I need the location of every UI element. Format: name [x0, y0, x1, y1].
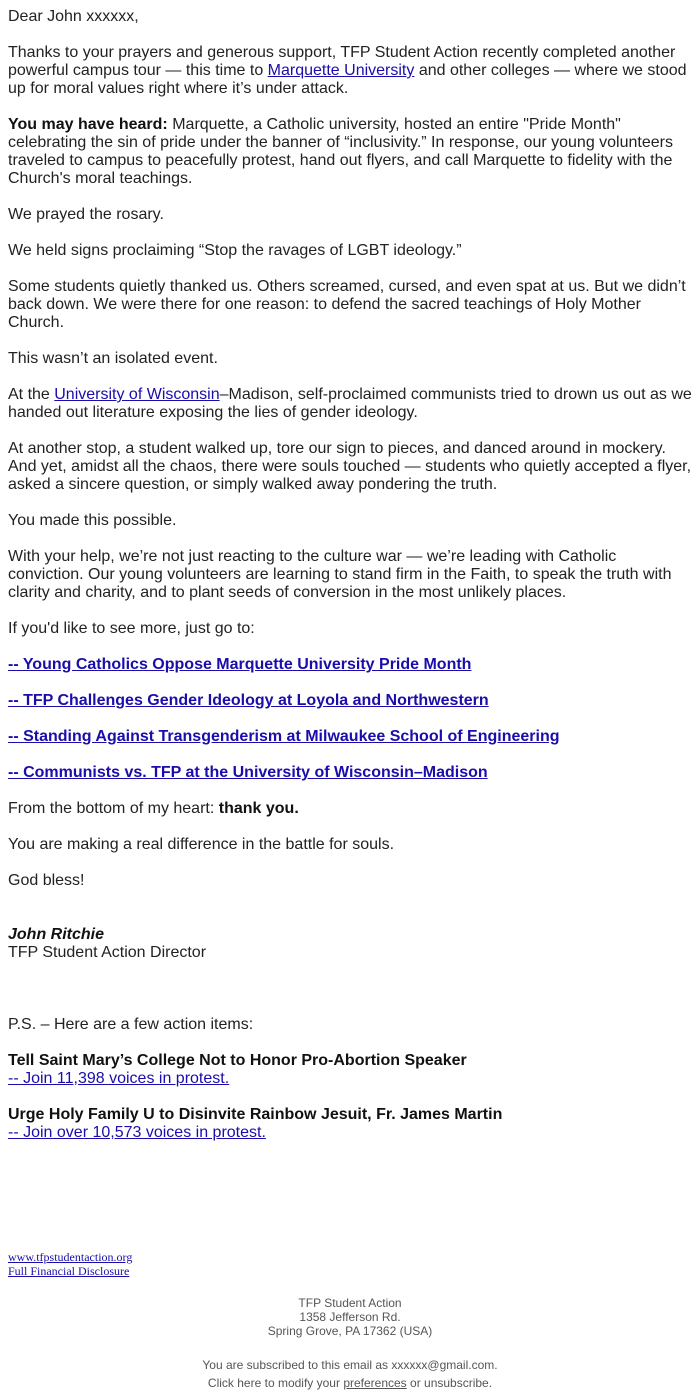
marquette-link[interactable]: Marquette University [267, 62, 415, 79]
website-link[interactable]: www.tfpstudentaction.org [8, 1250, 133, 1264]
footer-city: Spring Grove, PA 17362 (USA) [267, 1324, 433, 1338]
signature-name [8, 926, 696, 944]
isolated-paragraph: This wasn’t an isolated event. [8, 350, 218, 367]
action-item-link-row [8, 1124, 696, 1142]
subscribed-text: You are subscribed to this email as xxxxxx@gmail.com. [202, 1358, 498, 1372]
action-title-text: Tell Saint Mary’s College Not to Honor Pro-Abortion Speaker [8, 1052, 467, 1069]
god-bless-paragraph: God bless! [8, 872, 85, 889]
footer-address [0, 1296, 700, 1338]
modify-text-start: Click here to modify your [207, 1376, 344, 1390]
link-item [8, 692, 696, 710]
intro-paragraph [8, 44, 696, 98]
footer-street: 1358 Jefferson Rd. [299, 1310, 401, 1324]
help-paragraph: With your help, we’re not just reacting to the culture war — we’re leading with Catholic conviction. Our young volunteers are learning to stand firm in the Faith, to speak the truth with clarity and charity, and to plant seeds of conversion in the most unlikely places. [8, 548, 672, 601]
action-item-title [8, 1106, 696, 1124]
footer-subscription [0, 1358, 700, 1390]
modify-text [0, 1376, 700, 1390]
possible-paragraph: You made this possible. [8, 512, 177, 529]
link-item [8, 764, 696, 782]
footer-org: TFP Student Action [298, 1296, 402, 1310]
intro-text-start: Thanks to your prayers and generous support, TFP Student Action recently completed another powerful campus tour — this time to [8, 44, 676, 79]
marquette-pride-month-link[interactable]: -- Young Catholics Oppose Marquette University Pride Month [8, 656, 472, 673]
wisconsin-paragraph [8, 386, 696, 422]
signs-paragraph: We held signs proclaiming “Stop the ravages of LGBT ideology.” [8, 242, 462, 259]
milwaukee-engineering-link[interactable]: -- Standing Against Transgenderism at Milwaukee School of Engineering [8, 728, 560, 745]
heard-paragraph [8, 116, 696, 188]
ps-paragraph: P.S. – Here are a few action items: [8, 1016, 254, 1033]
loyola-northwestern-link[interactable]: -- TFP Challenges Gender Ideology at Loyola and Northwestern [8, 692, 489, 709]
rosary-paragraph: We prayed the rosary. [8, 206, 164, 223]
another-stop-paragraph: At another stop, a student walked up, tore our sign to pieces, and danced around in mockery. And yet, amidst all the chaos, there were souls touched — students who quietly accepted a flyer, asked a sincere question, or simply walked away pondering the truth. [8, 440, 692, 493]
wisconsin-madison-link[interactable]: -- Communists vs. TFP at the University of Wisconsin–Madison [8, 764, 488, 781]
link-item [8, 728, 696, 746]
action-item-link-row [8, 1070, 696, 1088]
preferences-link[interactable]: preferences [343, 1376, 407, 1390]
join-protest-link[interactable]: -- Join 11,398 voices in protest. [8, 1070, 230, 1087]
thanks-text: From the bottom of my heart: [8, 800, 219, 817]
join-protest-link[interactable]: -- Join over 10,573 voices in protest. [8, 1124, 266, 1141]
link-item [8, 656, 696, 674]
see-more-paragraph: If you'd like to see more, just go to: [8, 620, 255, 637]
financial-disclosure-link[interactable]: Full Financial Disclosure [8, 1264, 130, 1278]
modify-text-end: or unsubscribe. [406, 1376, 493, 1390]
thanks-bold: thank you. [218, 800, 299, 817]
wisconsin-text-start: At the [8, 386, 55, 403]
action-item-title [8, 1052, 696, 1070]
heard-text: Marquette, a Catholic university, hosted an entire "Pride Month" celebrating the sin of pride under the banner of “inclusivity.” In response, our young volunteers traveled to campus to peacefully protest, hand out flyers, and call Marquette to fidelity with the Church's moral teachings. [8, 116, 673, 187]
action-title-text: Urge Holy Family U to Disinvite Rainbow Jesuit, Fr. James Martin [8, 1106, 503, 1123]
signature-name-text: John Ritchie [8, 926, 105, 943]
heard-label: You may have heard: [8, 116, 168, 133]
difference-paragraph: You are making a real difference in the battle for souls. [8, 836, 395, 853]
signature-title: TFP Student Action Director [8, 944, 207, 961]
thanks-paragraph [8, 800, 696, 818]
footer-links [8, 1250, 132, 1278]
students-paragraph: Some students quietly thanked us. Others screamed, cursed, and even spat at us. But we didn’t back down. We were there for one reason: to defend the sacred teachings of Holy Mother Church. [8, 278, 686, 331]
wisconsin-link[interactable]: University of Wisconsin [54, 386, 220, 403]
wisconsin-text-end: –Madison, self-proclaimed communists tried to drown us out as we handed out literature exposing the lies of gender ideology. [8, 386, 692, 421]
intro-text-end: and other colleges — where we stood up for moral values right where it’s under attack. [8, 62, 687, 97]
greeting: Dear John xxxxxx, [8, 8, 139, 25]
